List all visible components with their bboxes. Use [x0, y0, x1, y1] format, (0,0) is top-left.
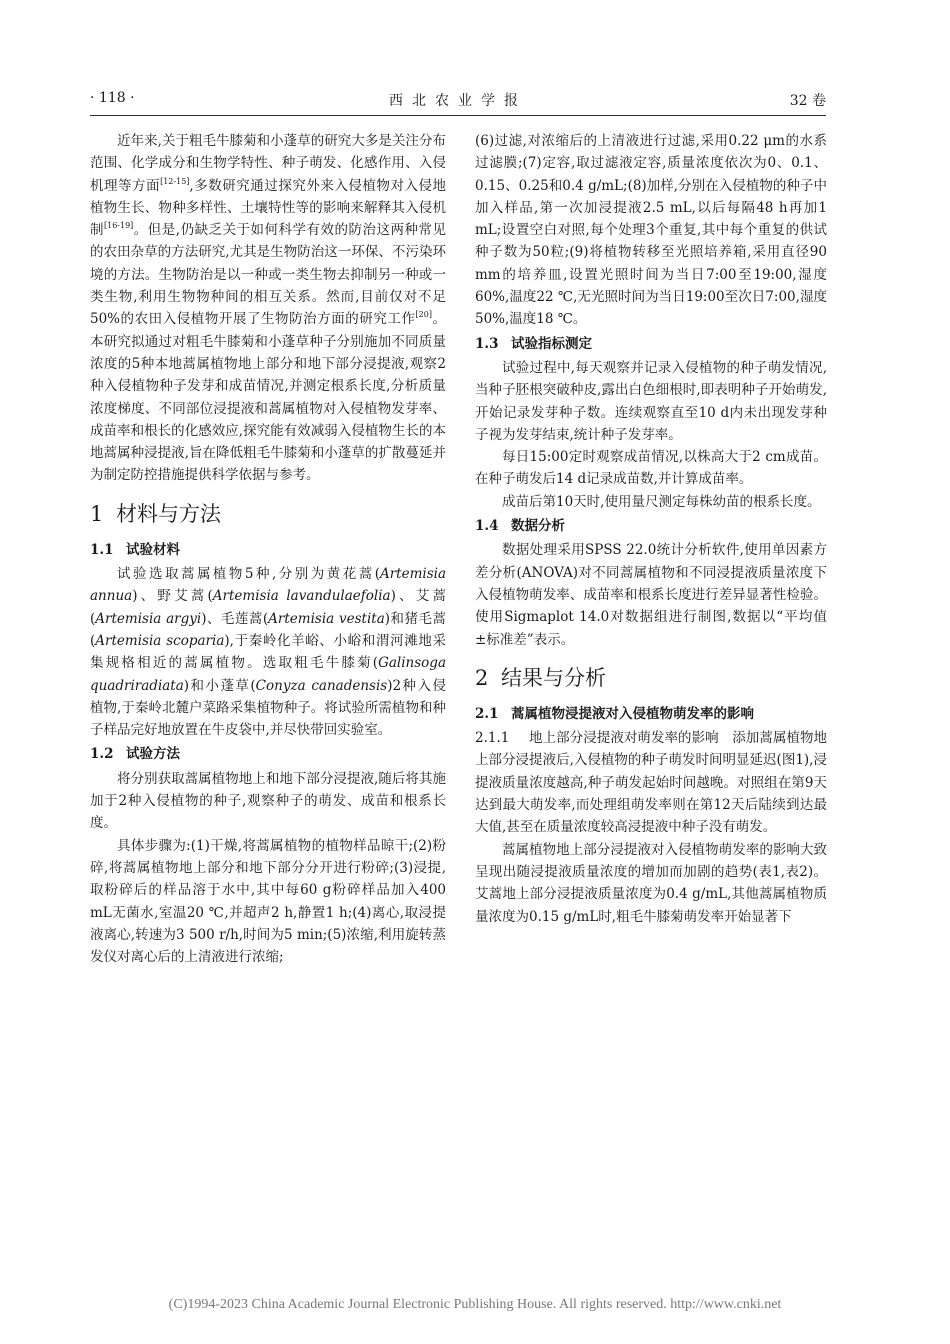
- subsection-heading-1-4: 1.4 数据分析: [475, 518, 565, 535]
- left-column: [90, 130, 446, 968]
- subsection-heading-2-1-1: 2.1.1 地上部分浸提液对萌发率的影响: [475, 730, 719, 747]
- subsection-heading-1-3: 1.3 试验指标测定: [475, 335, 592, 352]
- intro-paragraph: 近年来,关于粗毛牛膝菊和小蓬草的研究大多是关注分布范围、化学成分和生物学特性、种子萌发、化感作用、入侵机理等方面[12-15],多数研究通过探究外来入侵植物对入侵地植物生长、物种多样性、土壤特性等的影响来解释其入侵机制[16-19]。但是,仍缺乏关于如何科学有效的防治这两种常见的农田杂草的方法研究,尤其是生物防治这一环保、不污染环境的方法。生物防治是以一种或一类生物去抑制另一种或一类生物,利用生物物种间的相互关系。然而,目前仅对不足50%的农田入侵植物开展了生物防治方面的研究工作[20]。本研究拟通过对粗毛牛膝菊和小蓬草种子分别施加不同质量浓度的5种本地蒿属植物地上部分和地下部分浸提液,观察2种入侵植物种子发芽和成苗情况,并测定根系长度,分析质量浓度梯度、不同部位浸提液和蒿属植物对入侵植物发芽率、成苗率和根长的化感效应,探究能有效减弱入侵植物生长的本地蒿属种浸提液,旨在降低粗毛牛膝菊和小蓬草的扩散蔓延并为制定防控措施提供科学依据与参考。: [90, 133, 447, 484]
- header-rule: [90, 115, 826, 116]
- subsection-heading-1-1: 1.1 试验材料: [90, 541, 180, 558]
- journal-title: 西北农业学报: [389, 93, 527, 109]
- section-heading-2: 2 结果与分析: [475, 665, 606, 690]
- materials-paragraph: 试验选取蒿属植物5种,分别为黄花蒿(Artemisia annua)、野艾蒿(Artemisia lavandulaefolia)、艾蒿(Artemisia argyi)、毛莲蒿(Artemisia vestita)和猪毛蒿(Artemisia scoparia),于秦岭化羊峪、小峪和渭河滩地采集规格相近的蒿属植物。选取粗毛牛膝菊(Galinsoga quadriradiata)和小蓬草(Conyza canadensis)2种入侵植物,于秦岭北麓户菜路采集植物种子。将试验所需植物和种子样品完好地放置在牛皮袋中,并尽快带回实验室。: [90, 566, 446, 739]
- section-heading-1: 1 材料与方法: [90, 501, 221, 526]
- volume-label: 32 卷: [789, 93, 826, 109]
- page-header: [90, 90, 826, 114]
- results-paragraph-2: 蒿属植物地上部分浸提液对入侵植物萌发率的影响大致呈现出随浸提液质量浓度的增加而加剧的趋势(表1,表2)。艾蒿地上部分浸提液质量浓度为0.4 g/mL,其他蒿属植物质量浓度为0.15 g/mL时,粗毛牛膝菊萌发率开始显著下: [475, 841, 827, 925]
- subsection-heading-1-2: 1.2 试验方法: [90, 746, 180, 763]
- citation: [12-15]: [160, 176, 190, 186]
- page-number: · 118 ·: [90, 90, 135, 106]
- steps-continued-paragraph: (6)过滤,对浓缩后的上清液进行过滤,采用0.22 μm的水系过滤膜;(7)定容,取过滤液定容,质量浓度依次为0、0.1、0.15、0.25和0.4 g/mL;(8)加样,分别在入侵植物的种子中加入样品,第一次加浸提液2.5 mL,以后每隔48 h再加1 mL;设置空白对照,每个处理3个重复,其中每个重复的供试种子数为50粒;(9)将植物转移至光照培养箱,采用直径90 mm的培养皿,设置光照时间为当日7:00至19:00,湿度60%,温度22 ℃,无光照时间为当日19:00至次日7:00,湿度50%,温度18 ℃。: [475, 133, 827, 328]
- citation: [20]: [415, 310, 432, 320]
- root-length-paragraph: 成苗后第10天时,使用量尺测定每株幼苗的根系长度。: [502, 493, 821, 510]
- copyright-footer: (C)1994-2023 China Academic Journal Electronic Publishing House. All rights reserved. http://www.cnki.net: [168, 1297, 782, 1312]
- measurement-paragraph: 试验过程中,每天观察并记录入侵植物的种子萌发情况,当种子胚根突破种皮,露出白色细根时,即表明种子开始萌发,开始记录发芽种子数。连续观察直至10 d内未出现发芽种子视为发芽结束,统计种子发芽率。: [475, 359, 827, 443]
- right-column: [475, 130, 827, 928]
- method-paragraph: 将分别获取蒿属植物地上和地下部分浸提液,随后将其施加于2种入侵植物的种子,观察种子的萌发、成苗和根系长度。: [90, 770, 446, 832]
- analysis-paragraph: 数据处理采用SPSS 22.0统计分析软件,使用单因素方差分析(ANOVA)对不同蒿属植物和不同浸提液质量浓度下入侵植物萌发率、成苗率和根系长度进行差异显著性检验。使用Sigmaplot 14.0对数据组进行制图,数据以“平均值±标准差”表示。: [475, 542, 827, 648]
- citation: [16-19]: [104, 221, 134, 231]
- steps-paragraph: 具体步骤为:(1)干燥,将蒿属植物的植物样品晾干;(2)粉碎,将蒿属植物地上部分和地下部分分开进行粉碎;(3)浸提,取粉碎后的样品溶于水中,其中每60 g粉碎样品加入400 mL无菌水,室温20 ℃,并超声2 h,静置1 h;(4)离心,取浸提液离心,转速为3 500 r/h,时间为5 min;(5)浓缩,利用旋转蒸发仪对离心后的上清液进行浓缩;: [90, 837, 446, 966]
- subsection-heading-2-1: 2.1 蒿属植物浸提液对入侵植物萌发率的影响: [475, 705, 754, 722]
- results-paragraph: 2.1.1 地上部分浸提液对萌发率的影响 添加蒿属植物地上部分浸提液后,入侵植物的种子萌发时间明显延迟(图1),浸提液质量浓度越高,种子萌发起始时间越晚。对照组在第9天达到最大萌发率,而处理组萌发率则在第12天后陆续到达最大值,甚至在质量浓度较高浸提液中种子没有萌发。: [475, 730, 828, 836]
- seedling-paragraph: 每日15:00定时观察成苗情况,以株高大于2 cm成苗。在种子萌发后14 d记录成苗数,并计算成苗率。: [475, 449, 827, 488]
